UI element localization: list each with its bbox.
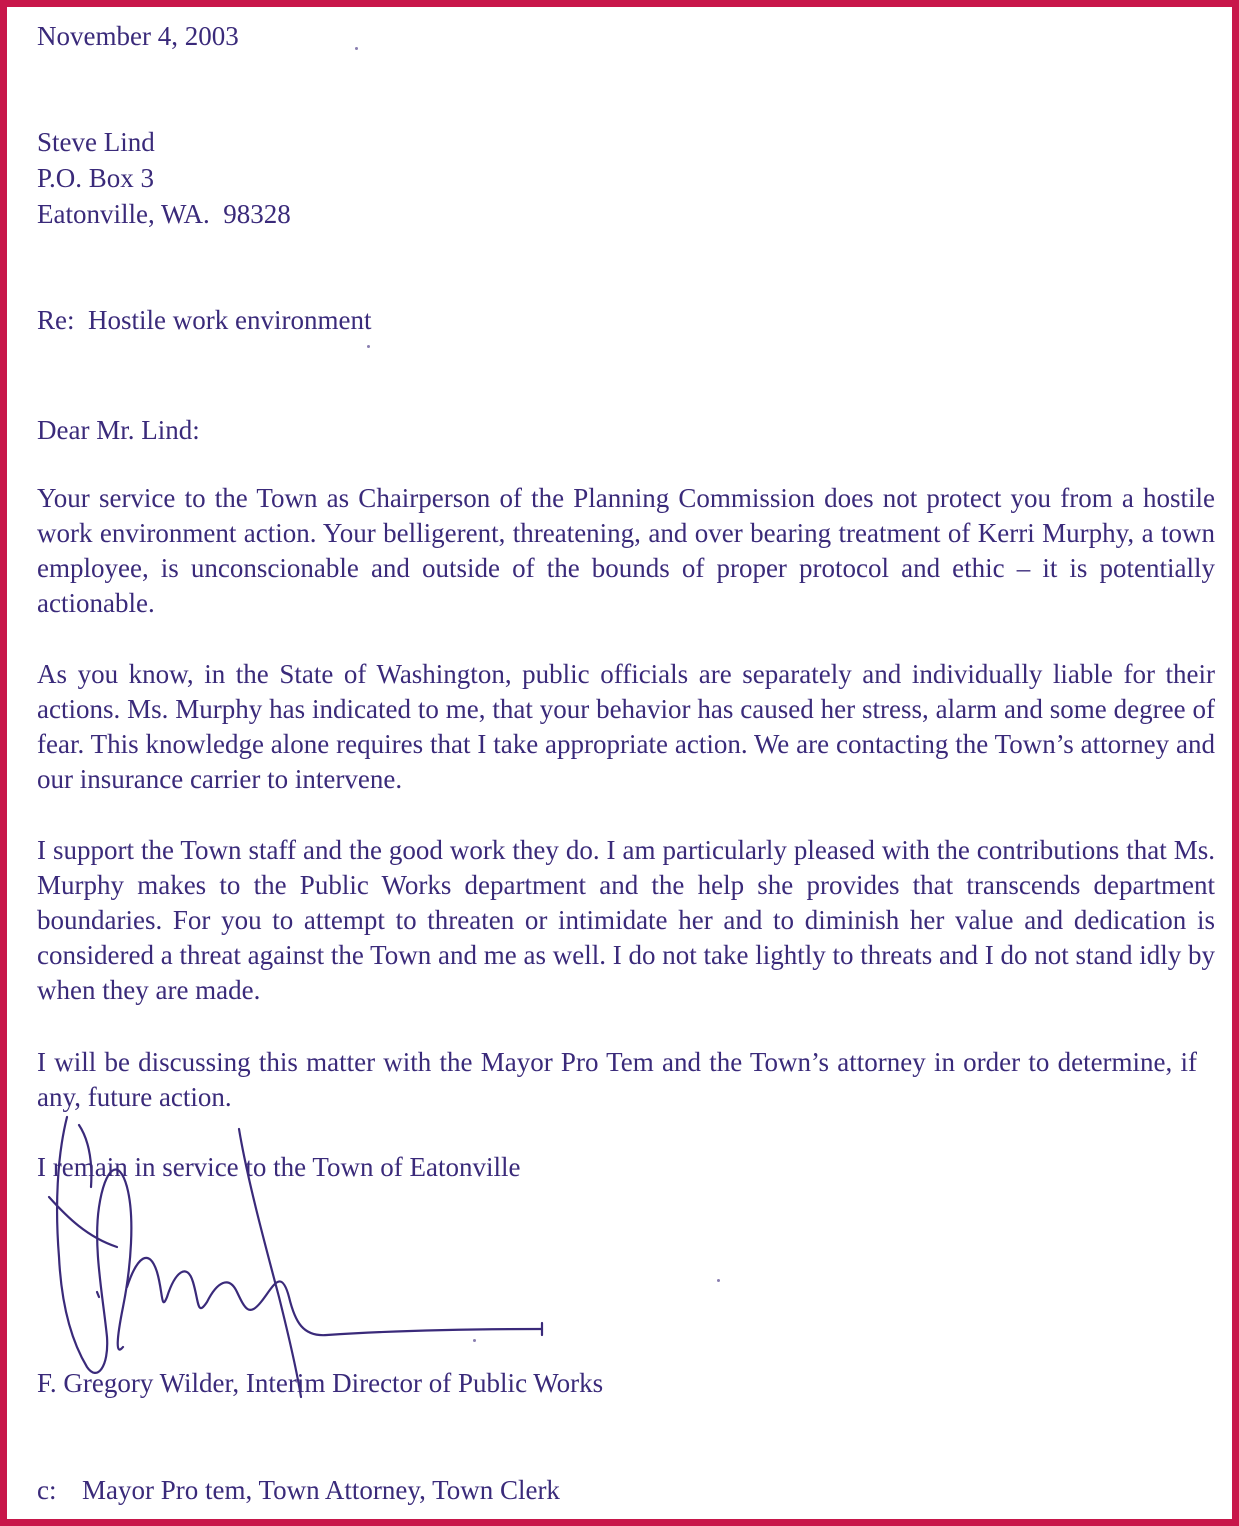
scan-speck bbox=[367, 345, 370, 348]
letter bbox=[7, 7, 1232, 1519]
recipient-city: Eatonville, WA. 98328 bbox=[37, 199, 291, 229]
body-paragraph-1: Your service to the Town as Chairperson of the Planning Commission does not protect you from a hostile work environment action. Your belligerent, threatening, and over bearing treatment of Kerri Murphy, a town employee, is unconscionable and outside of the bounds of proper protocol and ethic – it is potentially actionable. bbox=[37, 483, 1215, 618]
recipient-name: Steve Lind bbox=[37, 127, 155, 157]
scan-speck bbox=[355, 47, 358, 50]
scan-speck bbox=[473, 1339, 476, 1342]
scan-speck bbox=[717, 1279, 720, 1282]
body-paragraph-2: As you know, in the State of Washington, public officials are separately and individually liable for their actions. Ms. Murphy has indicated to me, that your behavior has caused her stress, alarm and some degree of fear. This knowledge alone requires that I take appropriate action. We are contacting the Town’s attorney and our insurance carrier to intervene. bbox=[37, 659, 1215, 794]
recipient-address: P.O. Box 3 bbox=[37, 163, 155, 193]
body-paragraph-3: I support the Town staff and the good work they do. I am particularly pleased with the contributions that Ms. Murphy makes to the Public Works department and the help she provides that transcends department boundaries. For you to attempt to threaten or intimidate her and to diminish her value and dedication is considered a threat against the Town and me as well. I do not take lightly to threats and I do not stand idly by when they are made. bbox=[37, 835, 1215, 1005]
cc-recipients: Mayor Pro tem, Town Attorney, Town Clerk bbox=[82, 1475, 560, 1505]
letter-date: November 4, 2003 bbox=[37, 21, 239, 51]
cc-label: c: bbox=[37, 1475, 57, 1505]
subject-line: Re: Hostile work environment bbox=[37, 305, 372, 335]
closing: I remain in service to the Town of Eatonville bbox=[37, 1152, 521, 1182]
body-paragraph-4: I will be discussing this matter with the Mayor Pro Tem and the Town’s attorney in order to determine, if any, future action. bbox=[37, 1047, 1197, 1112]
cc-line bbox=[37, 1473, 560, 1507]
salutation: Dear Mr. Lind: bbox=[37, 415, 200, 445]
signer-name-title: F. Gregory Wilder, Interim Director of Public Works bbox=[37, 1368, 604, 1398]
